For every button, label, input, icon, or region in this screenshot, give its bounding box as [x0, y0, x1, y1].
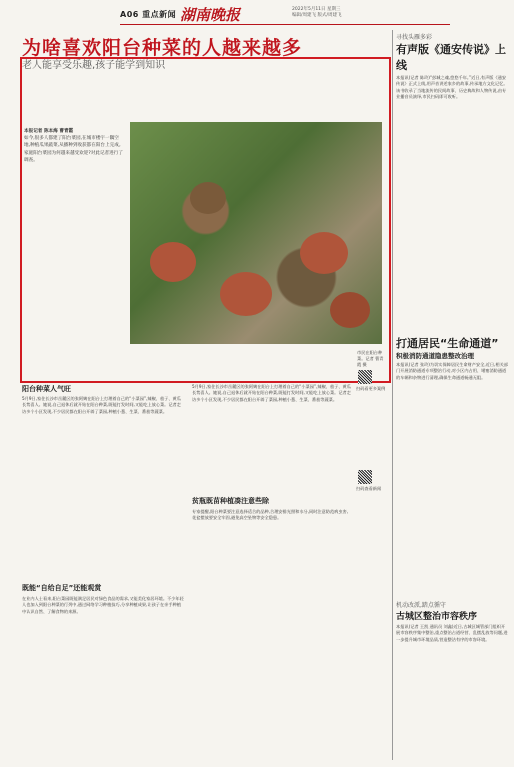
story1-body: 本报讯(记者 陈玲)“彭城之魂,悠悠千年。”近日,有声版《通安传说》正式上线,用声音讲述家乡的故事,传承地方文化记忆。该书收录了当地流传的民间故事、历史典故和人物传说,由专业播音员演绎,市民扫码即可收听。 [396, 75, 508, 100]
story3-kicker: 机动改派,踏点循守 [396, 602, 446, 609]
story1-title: 有声版《通安传说》上线 [396, 43, 506, 72]
section3-heading: 贫瓶既苗种植凑注意些除 [192, 497, 269, 505]
scan-label-1: 扫码看更多案例 [356, 386, 386, 391]
scan-label-2: 扫码查看新闻 [356, 486, 382, 491]
header-divider [120, 24, 450, 25]
section-label: A06 重点新闻 [120, 10, 177, 19]
column-divider [392, 30, 393, 760]
story2-body: 本报讯(记者 张玲)为切实保障居民生命财产安全,近日,相关部门开展消防通道专项整治行动,对小区内占用、堵塞消防通道的车辆和杂物进行清理,确保生命通道畅通无阻。 [396, 362, 508, 380]
article-photo [130, 122, 382, 344]
story2-subtitle: 积极消防通道隐患整改治理 [396, 352, 474, 360]
photo-caption: 市民在阳台种菜。记者 曹青霞 摄 [357, 350, 384, 367]
section2-heading: 既能“自给自足”还能观赏 [22, 584, 102, 592]
article-intro [24, 128, 124, 164]
story-3 [396, 600, 508, 643]
story1-kicker: 寻找头雁多彩 [396, 34, 433, 41]
story-1 [396, 32, 508, 101]
newspaper-logo: 湖南晚报 [180, 6, 241, 24]
story3-title: 古城区整治市容秩序 [396, 612, 478, 622]
story2-title: 打通居民“生命通道” [396, 337, 499, 350]
main-headline: 为啥喜欢阳台种菜的人越来越多 [22, 37, 303, 59]
byline: 本报记者 陈本海 曹青霞 [24, 129, 74, 134]
intro-text: 如今,很多人都建了阳台菜园,在城市楼宇一隅空地,种植瓜果蔬菜,从播种到收获都在阳台上完成。家庭阳台菜园为何越来越受欢迎?对此记者进行了调查。 [24, 136, 124, 163]
middle-column-body: 5月9日,家住长沙市岳麓区的张阿姨在阳台上打理着自己的“小菜园”,辣椒、茄子、黄瓜长势喜人。她说,自己退休后就开始在阳台种菜,既能打发时间,又能吃上放心菜。记者走访多个小区发现,不少居民都在阳台开辟了菜园,种植小葱、生菜、番茄等蔬菜。 [192, 384, 351, 402]
section2-body: 在业内人士看来,阳台菜园既能满足居民对绿色食品的需求,又能美化家居环境。不少年轻人也加入到阳台种菜的行列中,通过网络学习种植技巧,分享种植成果,让孩子在亲手种植中认识自然、了解食物的来源。 [22, 596, 184, 614]
editor-text: 编辑/周建飞 版式/周建飞 [292, 13, 342, 18]
story-2 [396, 335, 508, 381]
issue-date [292, 7, 341, 19]
date-text: 2022年5月11日 星期三 [292, 7, 341, 12]
main-subheadline: 老人能享受乐趣,孩子能学到知识 [22, 60, 166, 71]
story3-body: 本报讯(记者 王凯 通讯员 刘鑫)近日,古城区城管部门组织开展市容秩序集中整治,重点整治占道经营、乱摆乱放等问题,进一步提升城市环境品质,营造整洁有序的市容环境。 [396, 624, 508, 642]
qr-code-icon[interactable] [358, 470, 372, 484]
qr-code-icon[interactable] [358, 370, 372, 384]
section3-body: 专家提醒,阳台种菜要注意选择适合的品种,合理安排光照和水分,同时注意防范病虫害,花盆摆放要安全牢固,避免高空坠物等安全隐患。 [192, 509, 349, 521]
section1-body: 5月9日,家住长沙市岳麓区的张阿姨在阳台上打理着自己的“小菜园”,辣椒、茄子、黄瓜长势喜人。她说,自己退休后就开始在阳台种菜,既能打发时间,又能吃上放心菜。记者走访多个小区发现,不少居民都在阳台开辟了菜园,种植小葱、生菜、番茄等蔬菜。 [22, 396, 181, 414]
section1-heading: 阳台种菜人气旺 [22, 385, 71, 393]
